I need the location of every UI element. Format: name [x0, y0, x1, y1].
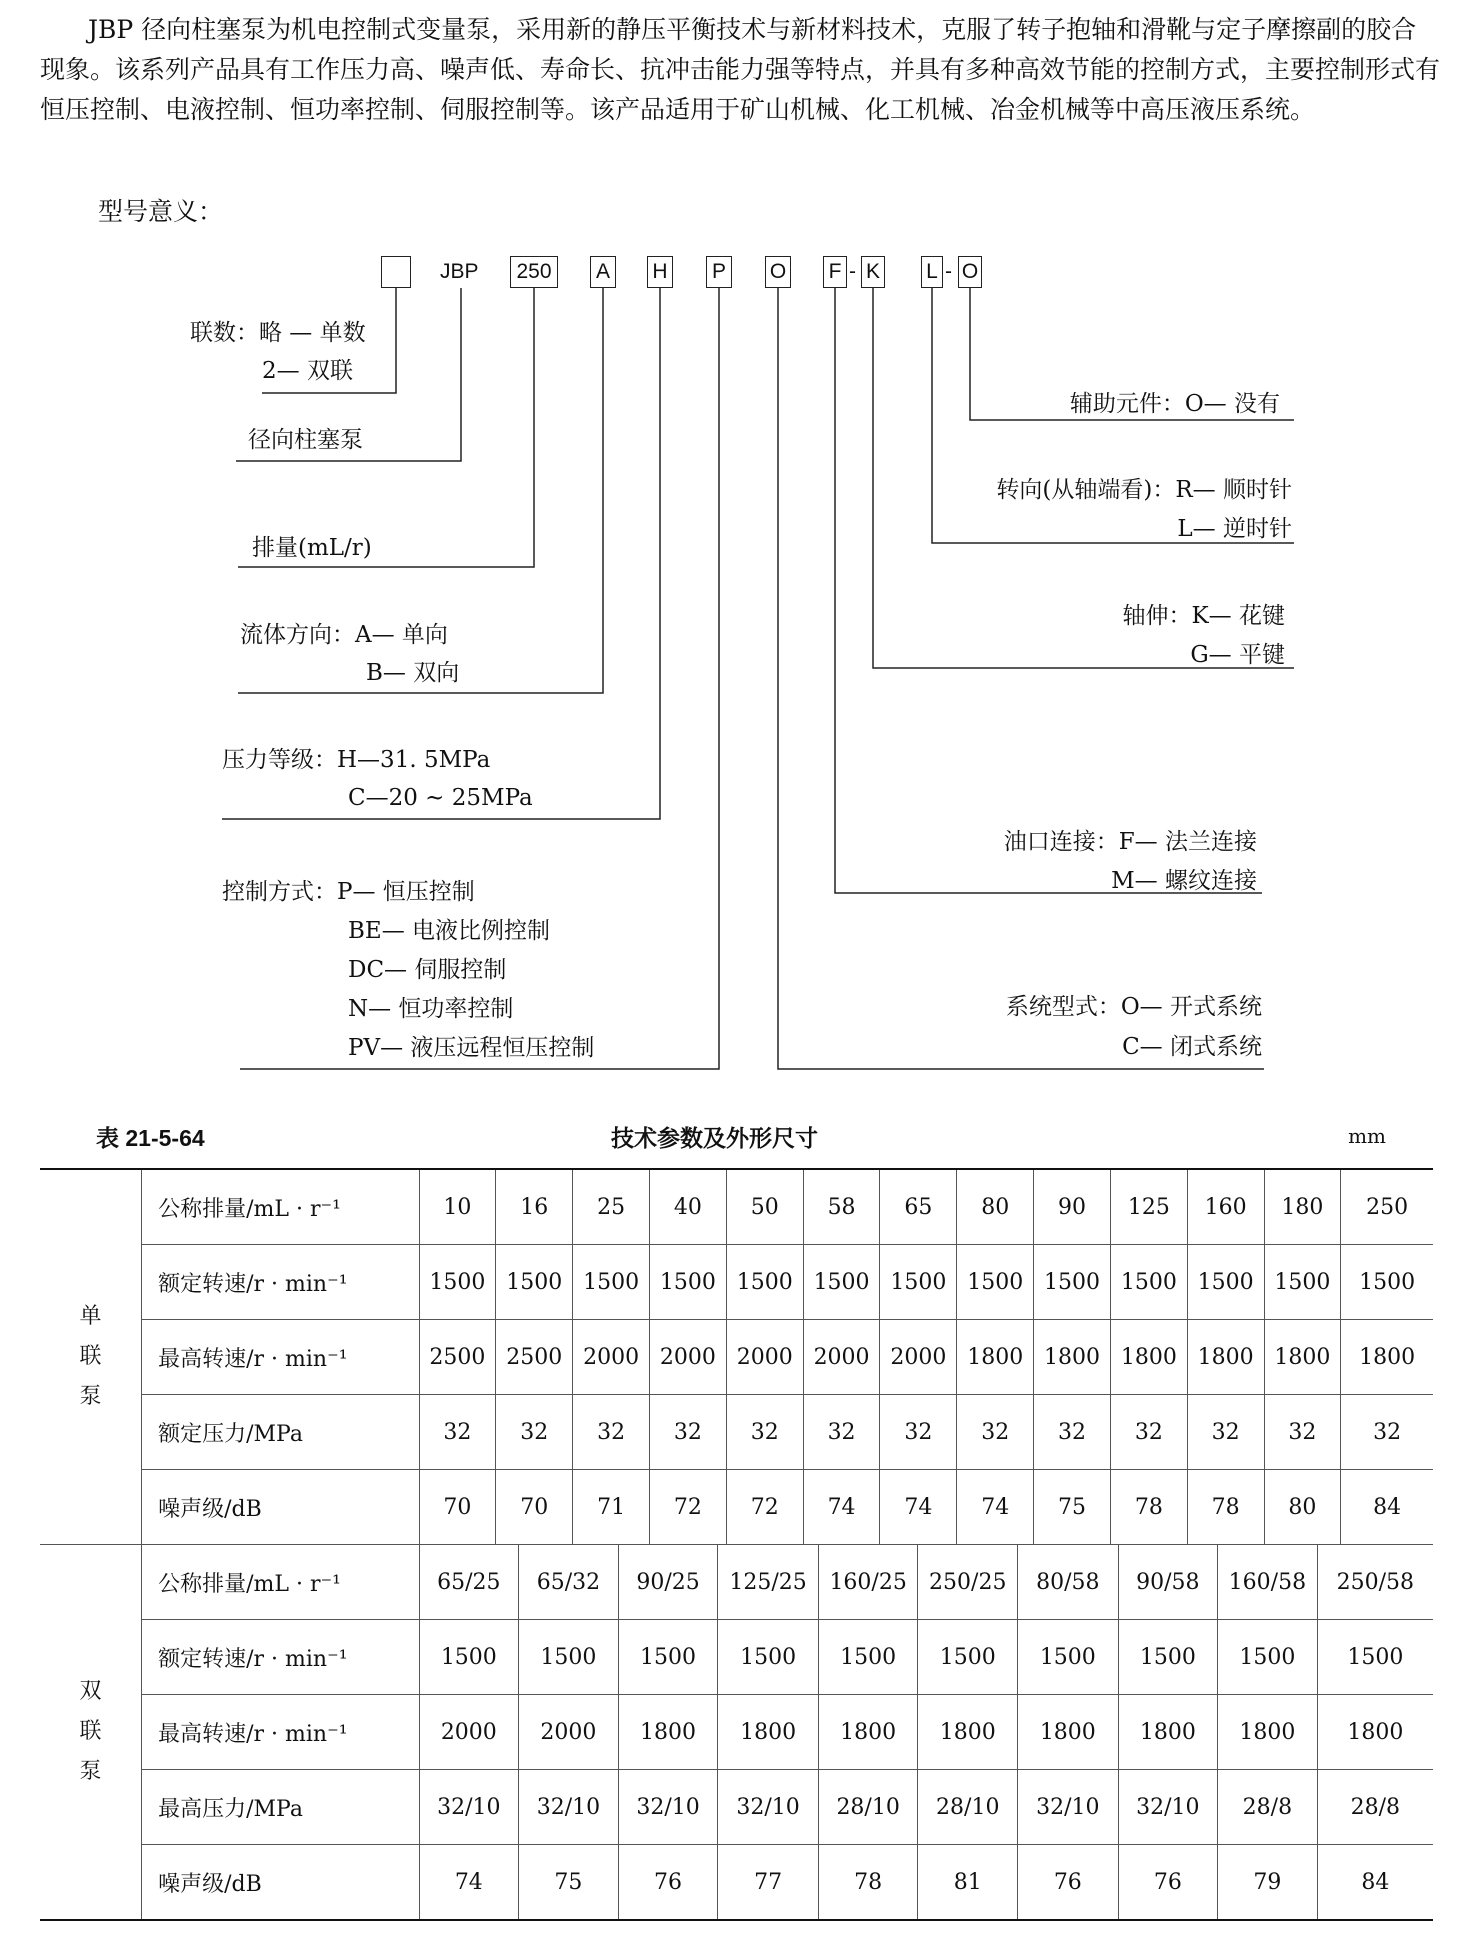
- value-cell: 1800: [1034, 1320, 1111, 1395]
- leader-control: [240, 288, 719, 1069]
- table-caption: [96, 1120, 1386, 1154]
- value-cell: 1500: [650, 1245, 727, 1320]
- value-cell: 32: [1034, 1395, 1111, 1470]
- group-char: 泵: [79, 1384, 102, 1409]
- param-name: 公称排量/mL · r⁻¹: [142, 1545, 419, 1620]
- value-cell: 65/32: [519, 1545, 619, 1620]
- value-cell: 1500: [818, 1620, 918, 1695]
- group-char: 联: [79, 1719, 102, 1744]
- value-cell: 2000: [573, 1320, 650, 1395]
- value-cell: 32: [650, 1395, 727, 1470]
- value-cell: 76: [618, 1845, 718, 1921]
- value-cell: 84: [1317, 1845, 1433, 1921]
- value-cell: 80/58: [1018, 1545, 1119, 1620]
- value-cell: 2500: [496, 1320, 573, 1395]
- value-cell: 10: [419, 1169, 496, 1245]
- value-cell: 79: [1218, 1845, 1318, 1921]
- label-control-3: DC— 伺服控制: [348, 957, 507, 983]
- value-cell: 32/10: [1018, 1770, 1119, 1845]
- value-cell: 250/58: [1317, 1545, 1433, 1620]
- code-box-aux: O: [958, 256, 982, 288]
- value-cell: 1500: [957, 1245, 1034, 1320]
- value-cell: 78: [1110, 1470, 1187, 1545]
- value-cell: 1500: [1218, 1620, 1318, 1695]
- value-cell: 32/10: [519, 1770, 619, 1845]
- spec-table: [40, 1168, 1433, 1921]
- label-displacement: 排量(mL/r): [252, 535, 372, 561]
- table-number: 表 21-5-64: [96, 1125, 205, 1151]
- label-flow-1: 流体方向：A— 单向: [240, 622, 448, 648]
- value-cell: 32/10: [618, 1770, 718, 1845]
- table-row: [40, 1545, 1433, 1620]
- value-cell: 2000: [880, 1320, 957, 1395]
- param-name: 最高转速/r · min⁻¹: [142, 1695, 419, 1770]
- value-cell: 1800: [1110, 1320, 1187, 1395]
- code-box-port: F: [823, 256, 847, 288]
- value-cell: 32: [957, 1395, 1034, 1470]
- value-cell: 32: [496, 1395, 573, 1470]
- table-row: [40, 1620, 1433, 1695]
- value-cell: 32: [803, 1395, 880, 1470]
- value-cell: 1800: [818, 1695, 918, 1770]
- table-row: [40, 1169, 1433, 1245]
- value-cell: 84: [1341, 1470, 1433, 1545]
- value-cell: 160: [1187, 1169, 1264, 1245]
- value-cell: 250: [1341, 1169, 1433, 1245]
- param-name: 噪声级/dB: [142, 1470, 419, 1545]
- value-cell: 16: [496, 1169, 573, 1245]
- value-cell: 70: [419, 1470, 496, 1545]
- label-rotation-2: L— 逆时针: [1177, 516, 1292, 542]
- group-label-double: [40, 1545, 142, 1921]
- code-box-rotation: L: [921, 256, 943, 288]
- value-cell: 58: [803, 1169, 880, 1245]
- value-cell: 81: [918, 1845, 1018, 1921]
- value-cell: 90/25: [618, 1545, 718, 1620]
- value-cell: 28/8: [1218, 1770, 1318, 1845]
- value-cell: 72: [726, 1470, 803, 1545]
- value-cell: 1500: [1341, 1245, 1433, 1320]
- value-cell: 28/10: [918, 1770, 1018, 1845]
- value-cell: 2000: [650, 1320, 727, 1395]
- label-control-2: BE— 电液比例控制: [348, 918, 551, 944]
- label-flow-2: B— 双向: [366, 660, 460, 686]
- param-name: 额定转速/r · min⁻¹: [142, 1620, 419, 1695]
- code-box-displacement: 250: [510, 256, 558, 288]
- value-cell: 1800: [1018, 1695, 1119, 1770]
- value-cell: 32: [1341, 1395, 1433, 1470]
- label-system-1: 系统型式：O— 开式系统: [1005, 994, 1262, 1020]
- value-cell: 78: [1187, 1470, 1264, 1545]
- value-cell: 125: [1110, 1169, 1187, 1245]
- value-cell: 1500: [519, 1620, 619, 1695]
- value-cell: 1500: [573, 1245, 650, 1320]
- value-cell: 1500: [419, 1245, 496, 1320]
- label-shaft-2: G— 平键: [1190, 642, 1285, 668]
- value-cell: 160/25: [818, 1545, 918, 1620]
- value-cell: 2000: [803, 1320, 880, 1395]
- value-cell: 125/25: [718, 1545, 819, 1620]
- table-row: [40, 1320, 1433, 1395]
- value-cell: 72: [650, 1470, 727, 1545]
- value-cell: 1800: [618, 1695, 718, 1770]
- param-name: 公称排量/mL · r⁻¹: [142, 1169, 419, 1245]
- value-cell: 1800: [1341, 1320, 1433, 1395]
- value-cell: 1500: [726, 1245, 803, 1320]
- leader-port: [835, 288, 1262, 893]
- value-cell: 40: [650, 1169, 727, 1245]
- value-cell: 32: [726, 1395, 803, 1470]
- value-cell: 90/58: [1118, 1545, 1218, 1620]
- param-name: 额定压力/MPa: [142, 1395, 419, 1470]
- value-cell: 1800: [918, 1695, 1018, 1770]
- value-cell: 250/25: [918, 1545, 1018, 1620]
- label-pressure-2: C—20 ~ 25MPa: [348, 785, 533, 811]
- param-name: 额定转速/r · min⁻¹: [142, 1245, 419, 1320]
- label-unit-count-1: 联数：略 — 单数: [190, 320, 366, 346]
- value-cell: 1500: [880, 1245, 957, 1320]
- group-char: 泵: [79, 1759, 102, 1784]
- label-system-2: C— 闭式系统: [1122, 1034, 1262, 1060]
- value-cell: 74: [880, 1470, 957, 1545]
- label-rotation-1: 转向(从轴端看)：R— 顺时针: [996, 477, 1292, 503]
- value-cell: 75: [1034, 1470, 1111, 1545]
- value-cell: 1500: [1118, 1620, 1218, 1695]
- value-cell: 80: [1264, 1470, 1341, 1545]
- value-cell: 80: [957, 1169, 1034, 1245]
- code-box-shaft: K: [861, 256, 885, 288]
- value-cell: 1500: [1110, 1245, 1187, 1320]
- value-cell: 1500: [419, 1620, 519, 1695]
- value-cell: 28/10: [818, 1770, 918, 1845]
- group-char: 双: [79, 1679, 102, 1704]
- value-cell: 77: [718, 1845, 819, 1921]
- value-cell: 1500: [1264, 1245, 1341, 1320]
- group-char: 联: [79, 1344, 102, 1369]
- label-port-2: M— 螺纹连接: [1111, 868, 1257, 894]
- value-cell: 1500: [1034, 1245, 1111, 1320]
- code-box-flow: A: [590, 256, 616, 288]
- value-cell: 2000: [726, 1320, 803, 1395]
- table-row: [40, 1695, 1433, 1770]
- value-cell: 90: [1034, 1169, 1111, 1245]
- value-cell: 76: [1018, 1845, 1119, 1921]
- value-cell: 1800: [1187, 1320, 1264, 1395]
- label-port-1: 油口连接：F— 法兰连接: [1003, 829, 1257, 855]
- value-cell: 65: [880, 1169, 957, 1245]
- table-row: [40, 1845, 1433, 1921]
- table-row: [40, 1770, 1433, 1845]
- value-cell: 2500: [419, 1320, 496, 1395]
- label-unit-count-2: 2— 双联: [262, 358, 353, 384]
- value-cell: 1500: [803, 1245, 880, 1320]
- value-cell: 75: [519, 1845, 619, 1921]
- value-cell: 74: [803, 1470, 880, 1545]
- value-cell: 1500: [1018, 1620, 1119, 1695]
- label-control-4: N— 恒功率控制: [348, 996, 514, 1022]
- value-cell: 74: [419, 1845, 519, 1921]
- value-cell: 1500: [918, 1620, 1018, 1695]
- label-control-5: PV— 液压远程恒压控制: [348, 1035, 595, 1061]
- group-char: 单: [79, 1304, 102, 1329]
- table-unit: mm: [1348, 1124, 1386, 1148]
- label-pressure-1: 压力等级：H—31. 5MPa: [222, 747, 491, 773]
- label-aux: 辅助元件：O— 没有: [1069, 391, 1280, 417]
- code-pump-type: JBP: [440, 260, 479, 283]
- table-row: [40, 1245, 1433, 1320]
- value-cell: 32: [1187, 1395, 1264, 1470]
- group-label-single: [40, 1169, 142, 1545]
- value-cell: 2000: [419, 1695, 519, 1770]
- value-cell: 65/25: [419, 1545, 519, 1620]
- value-cell: 1800: [718, 1695, 819, 1770]
- value-cell: 1500: [496, 1245, 573, 1320]
- table-row: [40, 1470, 1433, 1545]
- param-name: 噪声级/dB: [142, 1845, 419, 1921]
- value-cell: 1500: [718, 1620, 819, 1695]
- param-name: 最高转速/r · min⁻¹: [142, 1320, 419, 1395]
- code-box-pressure: H: [647, 256, 673, 288]
- value-cell: 180: [1264, 1169, 1341, 1245]
- table-row: [40, 1395, 1433, 1470]
- value-cell: 32: [1264, 1395, 1341, 1470]
- param-name: 最高压力/MPa: [142, 1770, 419, 1845]
- value-cell: 1800: [1264, 1320, 1341, 1395]
- code-dash: -: [945, 260, 952, 283]
- label-shaft-1: 轴伸：K— 花键: [1122, 603, 1285, 629]
- code-dash: -: [849, 260, 856, 283]
- value-cell: 32: [880, 1395, 957, 1470]
- value-cell: 32: [1110, 1395, 1187, 1470]
- value-cell: 28/8: [1317, 1770, 1433, 1845]
- value-cell: 78: [818, 1845, 918, 1921]
- value-cell: 1500: [1187, 1245, 1264, 1320]
- value-cell: 1800: [957, 1320, 1034, 1395]
- value-cell: 32/10: [718, 1770, 819, 1845]
- value-cell: 70: [496, 1470, 573, 1545]
- label-control-1: 控制方式：P— 恒压控制: [222, 879, 475, 905]
- value-cell: 1800: [1218, 1695, 1318, 1770]
- value-cell: 32: [419, 1395, 496, 1470]
- code-box-system: O: [765, 256, 791, 288]
- label-pump-type: 径向柱塞泵: [248, 427, 363, 453]
- intro-paragraph: JBP 径向柱塞泵为机电控制式变量泵，采用新的静压平衡技术与新材料技术，克服了转子抱轴和滑靴与定子摩擦副的胶合现象。该系列产品具有工作压力高、噪声低、寿命长、抗冲击能力强等特点，并具有多种高效节能的控制方式，主要控制形式有恒压控制、电液控制、恒功率控制、伺服控制等。该产品适用于矿山机械、化工机械、冶金机械等中高压液压系统。: [40, 15, 1441, 124]
- value-cell: 74: [957, 1470, 1034, 1545]
- model-meaning-label: 型号意义：: [98, 197, 224, 226]
- value-cell: 32/10: [419, 1770, 519, 1845]
- value-cell: 71: [573, 1470, 650, 1545]
- value-cell: 50: [726, 1169, 803, 1245]
- value-cell: 32/10: [1118, 1770, 1218, 1845]
- value-cell: 1800: [1118, 1695, 1218, 1770]
- value-cell: 76: [1118, 1845, 1218, 1921]
- value-cell: 1500: [618, 1620, 718, 1695]
- value-cell: 32: [573, 1395, 650, 1470]
- value-cell: 1800: [1317, 1695, 1433, 1770]
- value-cell: 160/58: [1218, 1545, 1318, 1620]
- value-cell: 25: [573, 1169, 650, 1245]
- value-cell: 1500: [1317, 1620, 1433, 1695]
- code-box-control: P: [706, 256, 732, 288]
- value-cell: 2000: [519, 1695, 619, 1770]
- table-title: 技术参数及外形尺寸: [611, 1125, 818, 1151]
